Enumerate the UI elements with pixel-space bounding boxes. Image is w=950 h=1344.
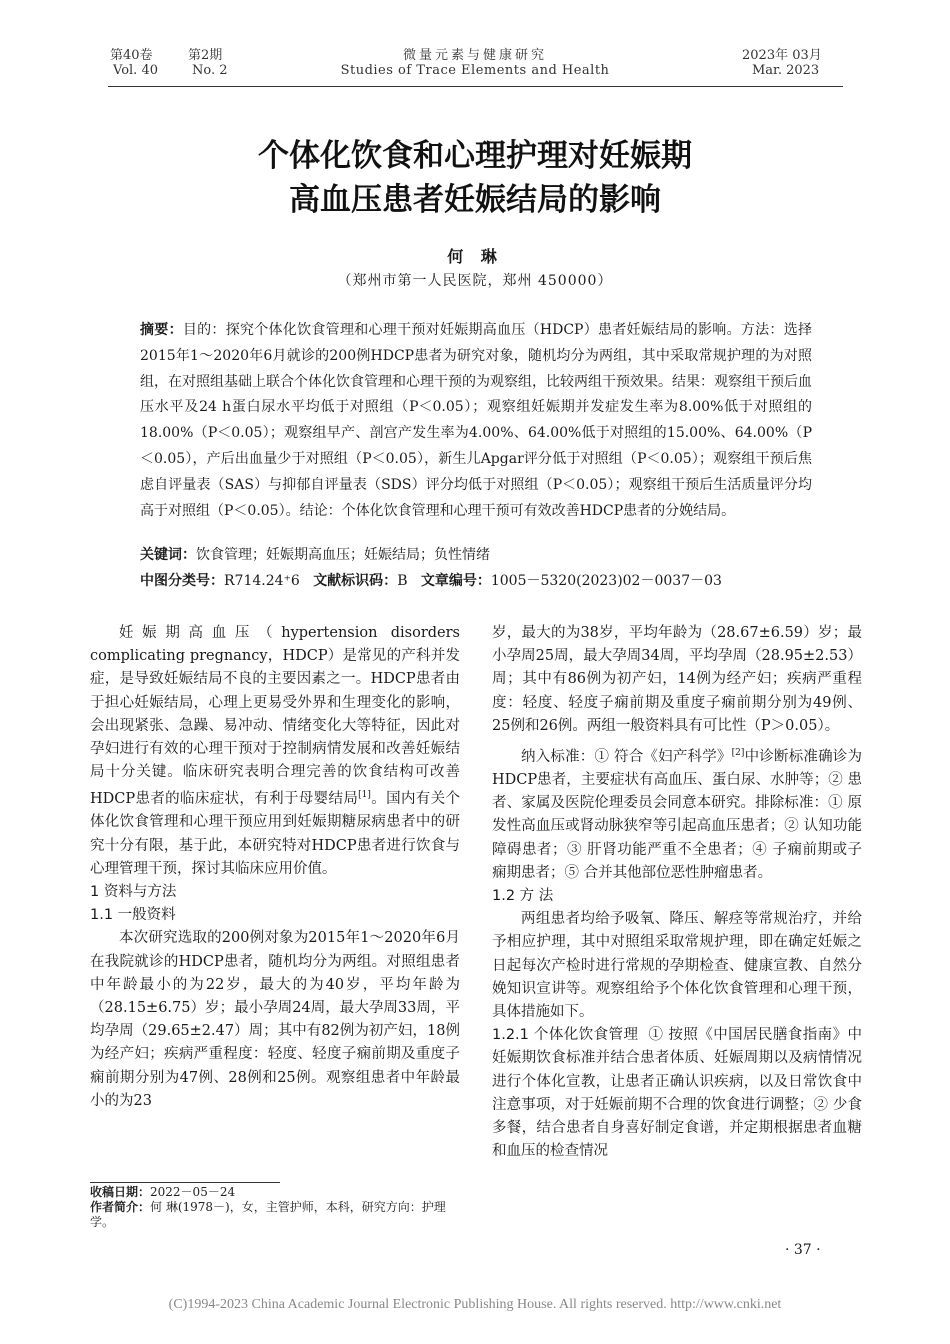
clc-value: R714.24⁺6 (224, 573, 300, 589)
citation-1[interactable]: [1] (358, 790, 371, 801)
copyright-footer: (C)1994-2023 China Academic Journal Electronic Publishing House. All rights reserved. http://www.cnki.net (168, 1297, 782, 1312)
author-name: 何 琳 (447, 247, 503, 266)
author-affiliation: （郑州市第一人民医院，郑州 450000） (337, 273, 613, 289)
keywords-label: 关键词： (140, 547, 196, 563)
received-label: 收稿日期： (90, 1185, 151, 1199)
methods-paragraph: 两组患者均给予吸氧、降压、解痉等常规治疗，并给予相应护理，其中对照组采取常规护理，即在确定妊娠之日起每次产检时进行常规的孕期检查、健康宣教、自然分娩知识宣讲等。观察组给予个体化饮食管理和心理干预，具体措施如下。 (492, 911, 862, 1021)
abstract-label: 摘要： (140, 322, 183, 338)
journal-name-en: Studies of Trace Elements and Health (340, 63, 610, 78)
article-number-value: 1005－5320(2023)02－0037－03 (490, 573, 722, 589)
intro-paragraph (90, 622, 460, 881)
journal-name-cn: 微量元素与健康研究 (402, 48, 547, 63)
abstract-text: 目的：探究个体化饮食管理和心理干预对妊娠期高血压（HDCP）患者妊娠结局的影响。方法：选择2015年1～2020年6月就诊的200例HDCP患者为研究对象，随机均分为两组，其中采取常规护理的为对照组，在对照组基础上联合个体化饮食管理和心理干预的为观察组，比较两组干预效果。结果：观察组干预后血压水平及24 h蛋白尿水平均低于对照组（P＜0.05）；观察组妊娠期并发症发生率为8.00%低于对照组的18.00%（P＜0.05）；观察组早产、剖宫产发生率为4.00%、64.00%低于对照组的15.00%、64.00%（P＜0.05），产后出血量少于对照组（P＜0.05），新生儿Apgar评分低于对照组（P＜0.05）；观察组干预后焦虑自评量表（SAS）与抑郁自评量表（SDS）评分均低于对照组（P＜0.05）；观察组干预后生活质量评分均高于对照组（P＜0.05）。结论：个体化饮食管理和心理干预可有效改善HDCP患者的分娩结局。 (140, 322, 812, 519)
received-date: 2022－05－24 (150, 1185, 236, 1199)
article-title-line-1: 个体化饮食和心理护理对妊娠期 (258, 138, 692, 174)
general-data-paragraph: 本次研究选取的200例对象为2015年1～2020年6月在我院就诊的HDCP患者，随机均分为两组。对照组患者中年龄最小的为22岁，最大的为40岁，平均年龄为（28.15±6.75）岁；最小孕周24周，最大孕周33周，平均孕周（29.65±2.47）周；其中有82例为初产妇，18例为经产妇；疾病严重程度：轻度、轻度子痫前期及重度子痫前期分别为47例、28例和25例。观察组患者中年龄最小的为23 (90, 930, 460, 1109)
diet-text: ① 按照《中国居民膳食指南》中妊娠期饮食标准并结合患者体质、妊娠周期以及病情情况进行个体化宣教，让患者正确认识疾病，以及日常饮食中注意事项，对于妊娠前期不合理的饮食进行调整；② 少食多餐，结合患者自身喜好制定食谱，并定期根据患者血糖和血压的检查情况 (492, 1027, 863, 1160)
header-rule (108, 86, 843, 87)
general-data-continued: 岁，最大的为38岁，平均年龄为（28.67±6.59）岁；最小孕周25周，最大孕周34周，平均孕周（28.95±2.53）周；其中有86例为初产妇，14例为经产妇；疾病严重程度：轻度、轻度子痫前期及重度子痫前期分别为49例、25例和26例。两组一般资料具有可比性（P＞0.05）。 (492, 625, 862, 734)
section-heading-1-1: 1.1 一般资料 (90, 907, 176, 924)
criteria-paragraph (492, 742, 862, 885)
criteria-text-a: 纳入标准：① 符合《妇产科学》 (521, 748, 732, 765)
body-left-column (90, 622, 460, 1113)
doc-code-value: B (397, 573, 408, 589)
date-cn: 2023年 03月 (742, 48, 822, 63)
intro-text-b: 。国内有关个体化饮食管理和心理干预应用到妊娠期糖尿病患者中的研究十分有限，基于此，本研究特对HDCP患者进行饮食与心理管理干预，探讨其临床应用价值。 (90, 791, 461, 877)
section-heading-1-2-1: 1.2.1 个体化饮食管理 (492, 1027, 639, 1044)
page-number: · 37 · (785, 1242, 821, 1258)
criteria-text-b: 中诊断标准确诊为HDCP患者，主要症状有高血压、蛋白尿、水肿等；② 患者、家属及医院伦理委员会同意本研究。排除标准：① 原发性高血压或肾动脉狭窄等引起高血压患者；② 认知功能障碍患者；③ 肝肾功能严重不全患者；④ 子痫前期或子痫期患者；⑤ 合并其他部位恶性肿瘤患者。 (492, 748, 863, 881)
section-heading-1-2: 1.2 方 法 (492, 888, 554, 905)
volume-cn: 第40卷 (110, 48, 153, 63)
author-bio: 何 琳(1978－)，女，主管护师，本科，研究方向：护理学。 (90, 1200, 446, 1229)
clc-label: 中图分类号： (140, 573, 224, 589)
article-number-label: 文章编号： (420, 573, 491, 589)
classification-line (140, 570, 820, 590)
section-heading-1: 1 资料与方法 (90, 884, 177, 901)
keywords-text: 饮食管理；妊娠期高血压；妊娠结局；负性情绪 (196, 547, 490, 563)
body-right-column (492, 622, 862, 1164)
issue-en: No. 2 (192, 63, 228, 78)
article-title-line-2: 高血压患者妊娠结局的影响 (289, 182, 661, 218)
volume-en: Vol. 40 (113, 63, 158, 78)
footnote-rule (90, 1182, 280, 1183)
date-en: Mar. 2023 (752, 63, 820, 78)
diet-paragraph (492, 1024, 862, 1163)
citation-2[interactable]: [2] (731, 748, 745, 759)
doc-code-label: 文献标识码： (313, 573, 398, 589)
abstract (140, 318, 812, 524)
keywords (140, 544, 820, 564)
intro-text-a: 妊娠期高血压（hypertension disorders complicating pregnancy，HDCP）是常见的产科并发症，是导致妊娠结局不良的主要因素之一。HDCP患者由于担心妊娠结局，心理上更易受外界和生理变化的影响，会出现紧张、急躁、易冲动、情绪变化大等特征，因此对孕妇进行有效的心理干预对于控制病情发展和改善妊娠结局十分关键。临床研究表明合理完善的饮食结构可改善HDCP患者的临床症状，有利于母婴结局 (90, 625, 460, 808)
issue-cn: 第2期 (188, 48, 223, 63)
footnote (90, 1185, 462, 1230)
author-bio-label: 作者简介： (90, 1200, 151, 1214)
